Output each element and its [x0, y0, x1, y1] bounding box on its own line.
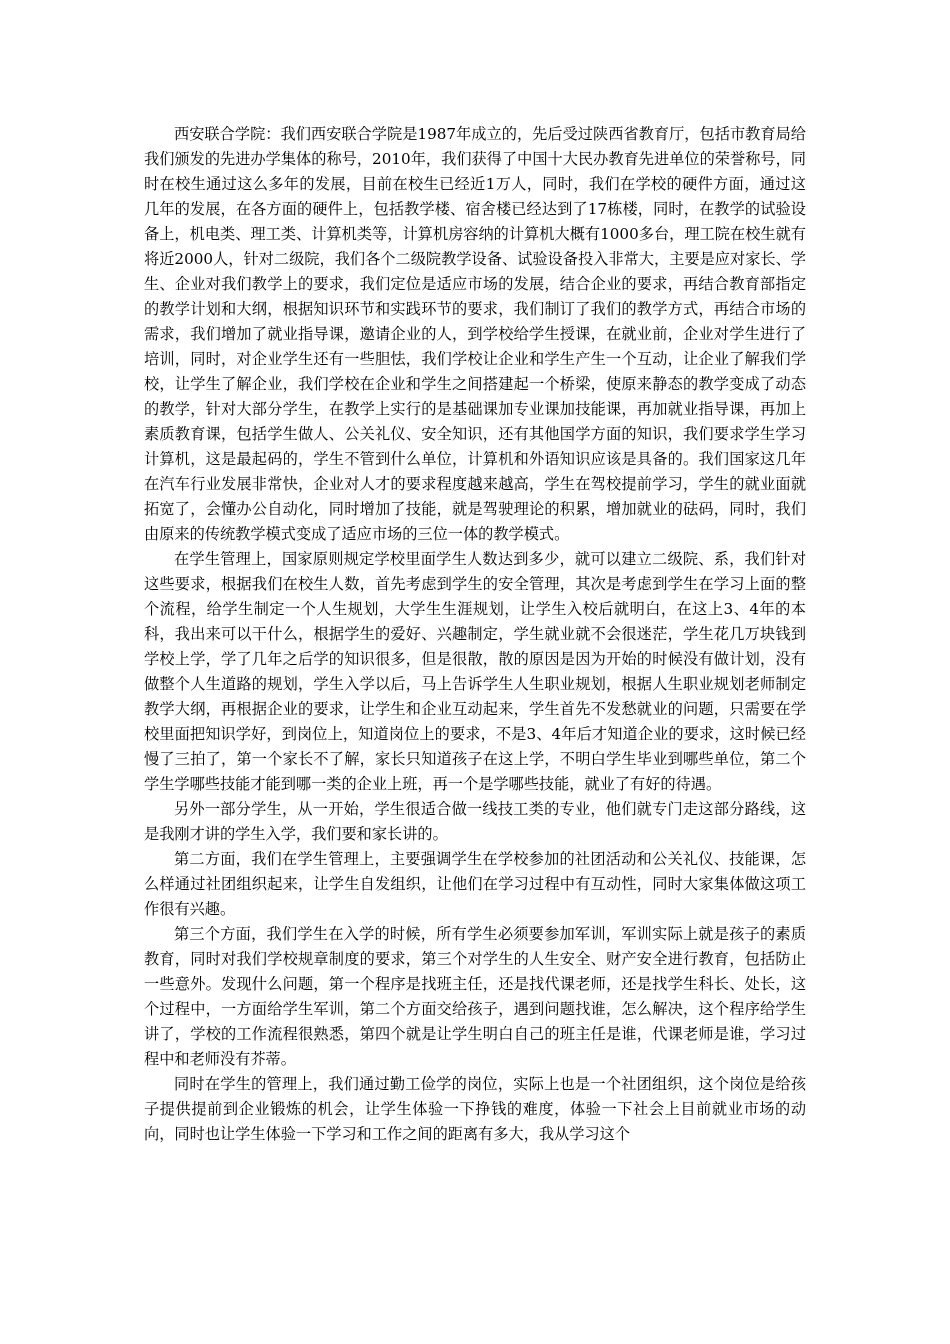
paragraph-third-aspect: 第三个方面，我们学生在入学的时候，所有学生必须要参加军训，军训实际上就是孩子的素质教育，同时对我们学校规章制度的要求，第三个对学生的人生安全、财产安全进行教育，包括防止一些意外。发现什么问题，第一个程序是找班主任，还是找代课老师，还是找学生科长、处长，这个过程中，一方面给学生军训，第二个方面交给孩子，遇到问题找谁，怎么解决，这个程序给学生讲了，学校的工作流程很熟悉，第四个就是让学生明白自己的班主任是谁，代课老师是谁，学习过程中和老师没有芥蒂。: [144, 925, 806, 1068]
document-page: [144, 122, 806, 1147]
paragraph-technical-students: 另外一部分学生，从一开始，学生很适合做一线技工类的专业，他们就专门走这部分路线，这是我刚才讲的学生入学，我们要和家长讲的。: [144, 800, 806, 843]
paragraph-second-aspect: 第二方面，我们在学生管理上，主要强调学生在学校参加的社团活动和公关礼仪、技能课，怎么样通过社团组织起来，让学生自发组织，让他们在学习过程中有互动性，同时大家集体做这项工作很有兴趣。: [144, 850, 806, 918]
paragraph-work-study: 同时在学生的管理上，我们通过勤工俭学的岗位，实际上也是一个社团组织，这个岗位是给孩子提供提前到企业锻炼的机会，让学生体验一下挣钱的难度，体验一下社会上目前就业市场的动向，同时也让学生体验一下学习和工作之间的距离有多大，我从学习这个: [144, 1075, 806, 1143]
paragraph-school-intro: 西安联合学院：我们西安联合学院是1987年成立的，先后受过陕西省教育厅，包括市教育局给我们颁发的先进办学集体的称号，2010年，我们获得了中国十大民办教育先进单位的荣誉称号，同时在校生通过这么多年的发展，目前在校生已经近1万人，同时，我们在学校的硬件方面，通过这几年的发展，在各方面的硬件上，包括教学楼、宿舍楼已经达到了17栋楼，同时，在教学的试验设备上，机电类、理工类、计算机类等，计算机房容纳的计算机大概有1000多台，理工院在校生就有将近2000人，针对二级院，我们各个二级院教学设备、试验设备投入非常大，主要是应对家长、学生、企业对我们教学上的要求，我们定位是适应市场的发展，结合企业的要求，再结合教育部指定的教学计划和大纲，根据知识环节和实践环节的要求，我们制订了我们的教学方式，再结合市场的需求，我们增加了就业指导课，邀请企业的人，到学校给学生授课，在就业前，企业对学生进行了培训，同时，对企业学生还有一些胆怯，我们学校让企业和学生产生一个互动，让企业了解我们学校，让学生了解企业，我们学校在企业和学生之间搭建起一个桥梁，使原来静态的教学变成了动态的教学，针对大部分学生，在教学上实行的是基础课加专业课加技能课，再加就业指导课，再加上素质教育课，包括学生做人、公关礼仪、安全知识，还有其他国学方面的知识，我们要求学生学习计算机，这是最起码的，学生不管到什么单位，计算机和外语知识应该是具备的。我们国家这几年在汽车行业发展非常快，企业对人才的要求程度越来越高，学生在驾校提前学习，学生的就业面就拓宽了，会懂办公自动化，同时增加了技能，就是驾驶理论的积累，增加就业的砝码，同时，我们由原来的传统教学模式变成了适应市场的三位一体的教学模式。: [144, 125, 806, 543]
paragraph-student-management: 在学生管理上，国家原则规定学校里面学生人数达到多少，就可以建立二级院、系，我们针对这些要求，根据我们在校生人数，首先考虑到学生的安全管理，其次是考虑到学生在学习上面的整个流程，给学生制定一个人生规划，大学生生涯规划，让学生入校后就明白，在这上3、4年的本科，我出来可以干什么，根据学生的爱好、兴趣制定，学生就业就不会很迷茫，学生花几万块钱到学校上学，学了几年之后学的知识很多，但是很散，散的原因是因为开始的时候没有做计划，没有做整个人生道路的规划，学生入学以后，马上告诉学生人生职业规划，根据人生职业规划老师制定教学大纲，再根据企业的要求，让学生和企业互动起来，学生首先不发愁就业的问题，只需要在学校里面把知识学好，到岗位上，知道岗位上的要求，不是3、4年后才知道企业的要求，这时候已经慢了三拍了，第一个家长不了解，家长只知道孩子在这上学，不明白学生毕业到哪些单位，第二个学生学哪些技能才能到哪一类的企业上班，再一个是学哪些技能，就业了有好的待遇。: [144, 550, 806, 793]
